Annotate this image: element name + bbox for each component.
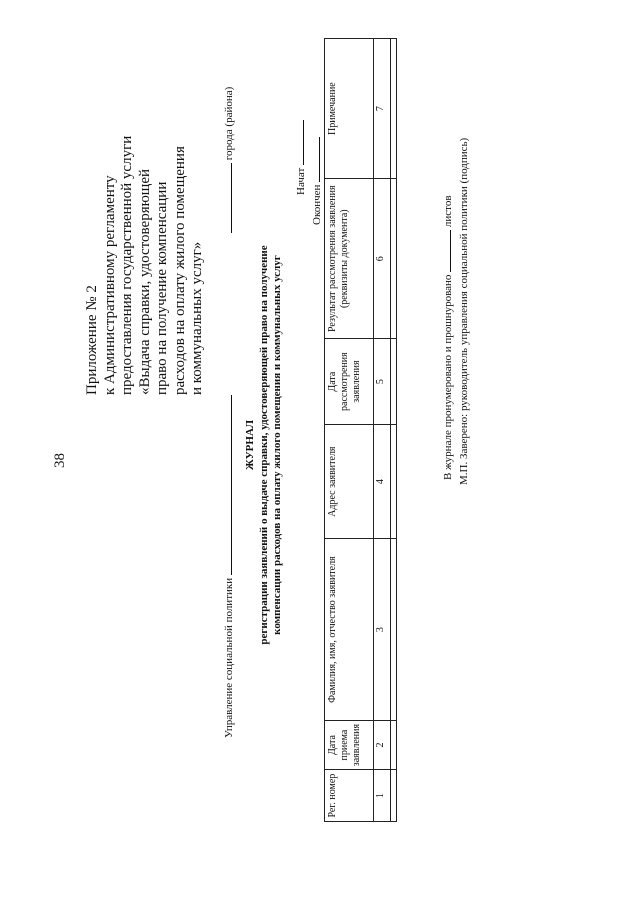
appendix-line: расходов на оплату жилого помещения (171, 146, 188, 395)
header-reg-number: Рег. номер (325, 770, 374, 822)
column-number: 7 (374, 39, 391, 179)
registered-suffix: листов (442, 195, 454, 228)
empty-cell (391, 720, 397, 769)
finished-label: Окончен (311, 184, 323, 225)
registered-line (441, 195, 454, 480)
column-number: 2 (374, 720, 391, 769)
column-number: 4 (374, 425, 391, 539)
appendix-line: к Административному регламенту (101, 175, 118, 395)
appendix-line: «Выдача справки, удостоверяющей (136, 168, 153, 395)
city-label: города (района) (223, 86, 235, 161)
city-blank (222, 163, 232, 233)
journal-subtitle-line: регистрации заявлений о выдаче справки, удостоверяющей право на получение (257, 245, 270, 645)
header-receipt-date: Дата приема заявления (325, 720, 374, 769)
header-note: Примечание (325, 39, 374, 179)
appendix-line: право на получение компенсации (154, 181, 170, 395)
finished-blank (310, 137, 320, 182)
started-label: Начат (295, 167, 307, 195)
city-line (222, 87, 235, 233)
empty-cell (391, 539, 397, 721)
page-number: 38 (52, 453, 68, 468)
empty-cell (391, 179, 397, 339)
appendix-block (84, 35, 207, 395)
journal-title: ЖУРНАЛ (244, 419, 256, 471)
appendix-line: предоставления государственной услуги (119, 135, 135, 395)
table-empty-row (391, 39, 397, 822)
started-line (294, 120, 307, 195)
journal-title-block (244, 225, 285, 665)
agency-line (222, 395, 235, 738)
column-number: 1 (374, 770, 391, 822)
registered-prefix: В журнале пронумеровано и прошнуровано (442, 274, 454, 480)
empty-cell (391, 770, 397, 822)
column-number: 5 (374, 339, 391, 425)
started-blank (294, 120, 304, 165)
certified-line: М.П. Заверено: руководитель управления социальной политики (подпись) (458, 137, 470, 485)
registration-table (324, 38, 397, 822)
journal-subtitle-line: компенсации расходов на оплату жилого помещения и коммунальных услуг (271, 255, 283, 635)
column-number: 3 (374, 539, 391, 721)
header-applicant-name: Фамилия, имя, отчество заявителя (325, 539, 374, 721)
agency-label: Управление социальной политики (223, 577, 235, 738)
empty-cell (391, 39, 397, 179)
agency-blank (222, 395, 232, 575)
table-number-row (374, 39, 391, 822)
sheets-count-blank (441, 230, 451, 272)
header-review-date: Дата рассмотрения заявления (325, 339, 374, 425)
empty-cell (391, 339, 397, 425)
header-applicant-address: Адрес заявителя (325, 425, 374, 539)
table-header-row (325, 39, 374, 822)
column-number: 6 (374, 179, 391, 339)
appendix-line: и коммунальных услуг» (189, 241, 205, 395)
header-review-result: Результат рассмотрения заявления (реквизиты документа) (325, 179, 374, 339)
empty-cell (391, 425, 397, 539)
appendix-line: Приложение № 2 (84, 285, 100, 395)
finished-line (310, 137, 323, 225)
